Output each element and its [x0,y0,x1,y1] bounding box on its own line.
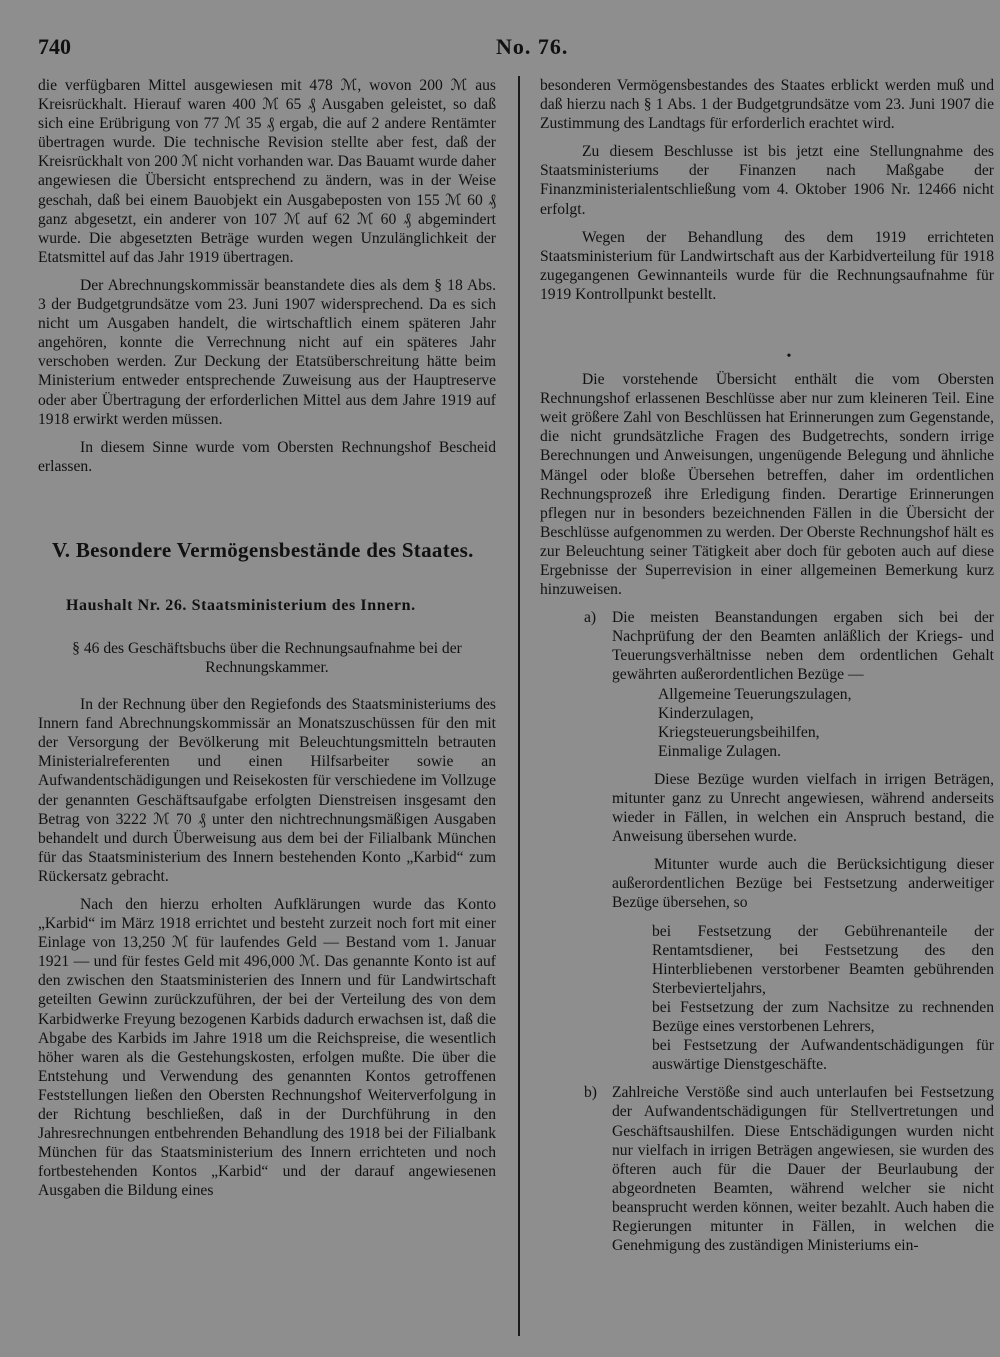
list-item-a [540,608,994,684]
separator-mark: • [786,349,792,365]
column-divider [518,76,520,1336]
hanging-entry: bei Festsetzung der zum Nachsitze zu rechnenden Bezüge eines verstorbenen Lehrers, [652,998,994,1036]
item-label: a) [584,609,597,627]
hanging-list [540,922,994,1075]
reference-heading: § 46 des Geschäftsbuchs über die Rechnungsaufnahme bei der Rechnungskammer. [72,639,462,676]
hanging-entry: bei Festsetzung der Gebührenanteile der Rentamtsdiener, bei Festsetzung des den Hinterbliebenen verstorbener Beamten gebührenden Sterbevierteljahrs, [652,922,994,997]
paragraph: besonderen Vermögensbestandes des Staates erblickt werden muß und daß hierzu nach § 1 Abs. 1 der Budgetgrundsätze vom 23. Juni 1907 die Zustimmung des Landtags für erforderlich erachtet wird. [540,77,994,133]
paragraph: Nach den hierzu erholten Aufklärungen wurde das Konto „Karbid“ im März 1918 errichtet und besteht zurzeit noch fort mit einer Einlage von 13,250 ℳ für laufendes Geld — Bestand vom 1. Januar 1921 — und für festes Geld mit 496,000 ℳ. Das genannte Konto ist auf den zwischen den Staatsministerien des Innern und für Landwirtschaft geteilten Gewinn zurückzuführen, der bei der Verteilung des von dem Karbidwerke Freyung bezogenen Karbids dadurch erwachsen ist, daß die Abgabe des Karbids im Jahre 1918 um die Reichspreise, die wesentlich höher waren als die Gestehungskosten, erfolgen mußte. Die über die Entstehung und Verwendung des genannten Kontos getroffenen Feststellungen ließen den Obersten Rechnungshof Weiterverfolgung in der Richtung beschließen, daß in der Durchführung in den Jahresrechnungen entbehrenden Behandlung des 1918 bei der Filialbank München für das Staatsministerium des Innern errichteten und noch fortbestehenden Kontos „Karbid“ und der darauf angewiesenen Ausgaben die Bildung eines [38,896,496,1200]
list-entry: Kriegsteuerungsbeihilfen, [658,723,820,741]
section-heading: V. Besondere Vermögensbestände des Staates. [52,537,474,562]
page-number: 740 [38,34,71,59]
paragraph: In diesem Sinne wurde vom Obersten Rechnungshof Bescheid erlassen. [38,438,496,475]
sub-heading: Haushalt Nr. 26. Staatsministerium des Innern. [66,596,416,614]
paragraph: Die vorstehende Übersicht enthält die vom Obersten Rechnungshof erlassenen Beschlüsse aber nur zum kleineren Teil. Eine weit größere Zahl von Beschlüssen hat Erinnerungen zum Gegenstande, die nicht grundsätzliche Fragen des Budgetrechts, sondern irrige Berechnungen und Anweisungen, ungenügende Belegung und ähnliche Mängel oder bloße Übersehen betreffen, daher im ordentlichen Rechnungsprozeß ihre Erledigung finden. Derartige Erinnerungen pflegen nur in besonders bezeichnenden Fällen in die Übersicht der Beschlüsse aufgenommen zu werden. Der Oberste Rechnungshof hält es zur Beleuchtung seiner Tätigkeit aber doch für geboten auch auf diese Ergebnisse der Superrevision in einer allgemeinen Bemerkung kurz hinzuweisen. [540,371,994,599]
list-entry: Kinderzulagen, [658,704,754,722]
left-column [38,76,496,1201]
list-entry: Allgemeine Teuerungszulagen, [658,685,852,703]
list-entry: Einmalige Zulagen. [658,742,781,760]
right-column [540,76,994,1255]
list-item-b [540,1083,994,1255]
paragraph: die verfügbaren Mittel ausgewiesen mit 478 ℳ, wovon 200 ℳ aus Kreisrückhalt. Hierauf waren 400 ℳ 65 ₰ Ausgaben geleistet, so daß sich eine Erübrigung von 77 ℳ 35 ₰ ergab, die auf 2 andere Rentämter übertragen wurde. Die technische Revision stellte aber fest, daß der Kreisrückhalt von 200 ℳ nicht vorhanden war. Das Bauamt wurde daher angewiesen die Übersicht entsprechend zu ändern, was in der Weise geschah, daß bei einem Bauobjekt ein Ausgabeposten von 155 ℳ 60 ₰ ganz abgesetzt, ein anderer von 107 ℳ auf 62 ℳ 60 ₰ abgemindert wurde. Die abgesetzten Beträge wurden wegen Unzulänglichkeit der Etatsmittel auf das Jahr 1919 übertragen. [38,77,496,266]
hanging-entry: bei Festsetzung der Aufwandentschädigungen für auswärtige Dienstgeschäfte. [652,1037,994,1074]
item-text: Die meisten Beanstandungen ergaben sich bei der Nachprüfung der den Beamten anläßlich der Kriegs- und Teuerungsverhältnisse neben dem ordentlichen Gehalt gewährten außerordentlichen Bezüge — [612,609,994,684]
item-text: Zahlreiche Verstöße sind auch unterlaufen bei Festsetzung der Aufwandentschädigungen für Stellvertretungen und Geschäftsaushilfen. Diese Entschädigungen wurden nicht nur vielfach in irrigen Beträgen angewiesen, sie wurden des öfteren auch für die Dauer der Beurlaubung der abgeordneten Beamten, während welcher sie nicht beansprucht werden können, weiter bezahlt. Auch haben die Regierungen mitunter in Fällen, in welchen die Genehmigung des zuständigen Ministeriums ein- [612,1084,994,1255]
paragraph: Wegen der Behandlung des dem 1919 errichteten Staatsministerium für Landwirtschaft aus der Karbidverteilung für 1918 zugegangenen Gewinnanteils wurde für die Rechnungsaufnahme für 1919 Kontrollpunkt bestellt. [540,228,994,303]
item-label: b) [584,1084,597,1102]
paragraph: Der Abrechnungskommissär beanstandete dies als dem § 18 Abs. 3 der Budgetgrundsätze vom 23. Juni 1907 widersprechend. Da es sich nicht um Ausgaben handelt, die wirtschaftlich einem späteren Jahr angehören, konnte die Verrechnung nicht auf ein späteres Jahr verschoben werden. Zur Deckung der Etatsüberschreitung hätte beim Ministerium entweder entsprechende Zuweisung aus der Hauptreserve oder aber Übertragung der erforderlichen Mittel aus dem Jahre 1919 auf 1918 erwirkt werden müssen. [38,276,496,428]
paragraph: Zu diesem Beschlusse ist bis jetzt eine Stellungnahme des Staatsministeriums der Finanzen nach Maßgabe der Finanzministerialentschließung vom 4. Oktober 1906 Nr. 12466 nicht erfolgt. [540,143,994,218]
paragraph: In der Rechnung über den Regiefonds des Staatsministeriums des Innern fand Abrechnungskommissär an Monatszuschüssen für den mit der Versorgung der Bevölkerung mit Beleuchtungsmitteln betrauten Ministerialreferenten und einen Hilfsarbeiter sowie an Aufwandentschädigungen und Reisekosten für verschiedene im Vollzuge der genannten Geschäftsaufgabe erfolgten Dienstreisen insgesamt den Betrag von 3222 ℳ 70 ₰ unter den nichtrechnungsmäßigen Ausgaben behandelt und durch Überweisung aus dem bei der Filialbank München für das Staatsministerium des Innern bestehenden Konto „Karbid“ zum Rückersatz gebracht. [38,696,496,885]
paragraph: Mitunter wurde auch die Berücksichtigung dieser außerordentlichen Bezüge bei Festsetzung anderweitiger Bezüge übersehen, so [612,856,994,912]
paragraph: Diese Bezüge wurden vielfach in irrigen Beträgen, mitunter ganz zu Unrecht angewiesen, während anderseits wieder in Fällen, in welchen ein Anspruch bestand, die Anweisung übersehen wurde. [612,770,994,846]
allowance-list [540,685,994,761]
document-number: No. 76. [496,34,569,59]
